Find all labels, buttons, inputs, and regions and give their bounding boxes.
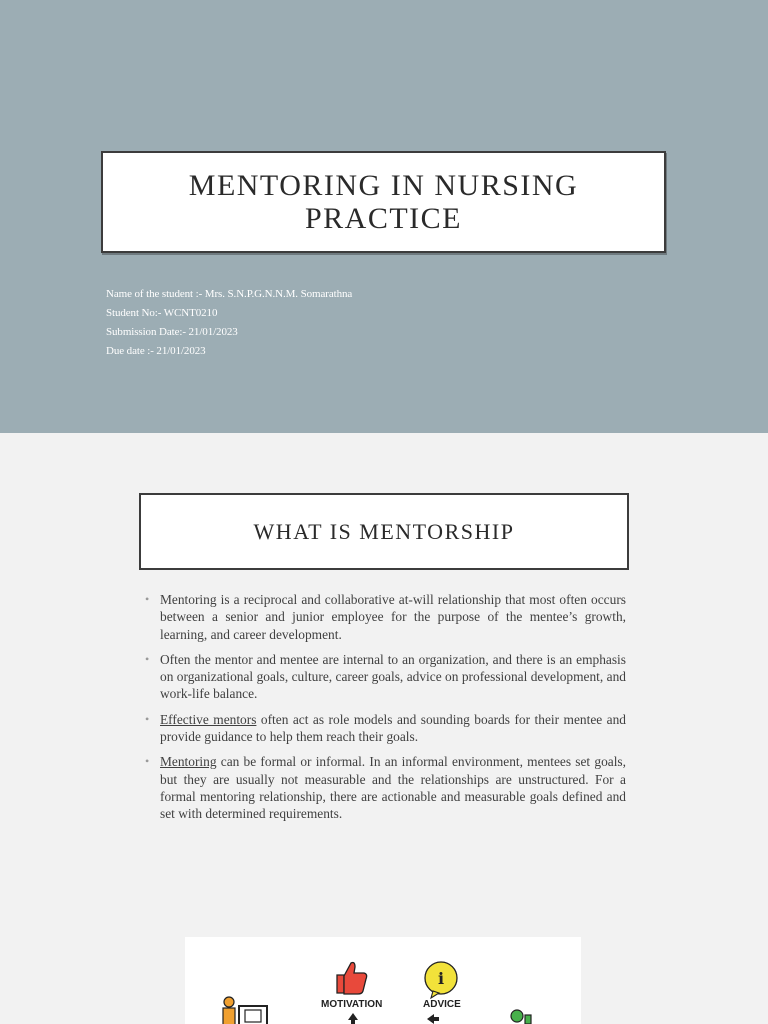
list-item bbox=[145, 591, 626, 643]
student-number: Student No:- WCNT0210 bbox=[106, 307, 218, 319]
arrow-up-icon bbox=[347, 1013, 359, 1024]
info-bulb-icon bbox=[421, 961, 461, 999]
motivation-label: MOTIVATION bbox=[321, 999, 383, 1010]
student-name: Name of the student :- Mrs. S.N.P.G.N.N.M. Somarathna bbox=[106, 288, 353, 300]
heading-box bbox=[139, 493, 629, 570]
bullet-text: Effective mentors often act as role models and sounding boards for their mentee and provide guidance to help them reach their goals. bbox=[160, 711, 626, 745]
title-line-1: MENTORING IN NURSING bbox=[188, 169, 579, 202]
bullet-dot-icon: • bbox=[145, 592, 150, 606]
bullet-text: Mentoring is a reciprocal and collaborative at-will relationship that most often occurs between a senior and junior employee for the purpose of the mentee’s growth, learning, and career development. bbox=[160, 592, 626, 642]
effective-mentors-link[interactable]: Effective mentors bbox=[160, 711, 257, 727]
svg-text:i: i bbox=[437, 969, 445, 988]
mentorship-slide bbox=[0, 433, 768, 1024]
title-box bbox=[101, 151, 666, 253]
bullet-dot-icon: • bbox=[145, 711, 150, 726]
bullet-list bbox=[145, 591, 626, 831]
bullet-text: Mentoring can be formal or informal. In an informal environment, mentees set goals, but they are usually not measurable and the relationships are unstructured. For a formal mentoring relationship, there are actionable and measurable goals defined and set with determined requirements. bbox=[160, 754, 626, 822]
submission-date: Submission Date:- 21/01/2023 bbox=[106, 326, 238, 338]
thumbs-up-icon bbox=[333, 959, 369, 997]
list-item bbox=[145, 711, 626, 746]
list-item bbox=[145, 651, 626, 703]
mentoring-link[interactable]: Mentoring bbox=[160, 754, 217, 770]
mentoring-illustration bbox=[185, 937, 581, 1024]
advice-label: ADVICE bbox=[423, 999, 461, 1010]
bullet-dot-icon: • bbox=[145, 754, 150, 769]
student-info bbox=[106, 285, 352, 361]
title-slide bbox=[0, 0, 768, 433]
bullet-text: Often the mentor and mentee are internal to an organization, and there is an emphasis on organizational goals, culture, career goals, advice on professional development, and work-life balance. bbox=[160, 651, 626, 702]
title-line-2: PRACTICE bbox=[304, 202, 463, 235]
list-item bbox=[145, 753, 626, 822]
person-icon bbox=[505, 1009, 535, 1024]
arrow-left-icon bbox=[427, 1013, 439, 1024]
due-date: Due date :- 21/01/2023 bbox=[106, 345, 206, 357]
person-desk-icon bbox=[215, 995, 285, 1024]
slide-heading: WHAT IS MENTORSHIP bbox=[253, 518, 515, 544]
bullet-dot-icon: • bbox=[145, 651, 150, 666]
